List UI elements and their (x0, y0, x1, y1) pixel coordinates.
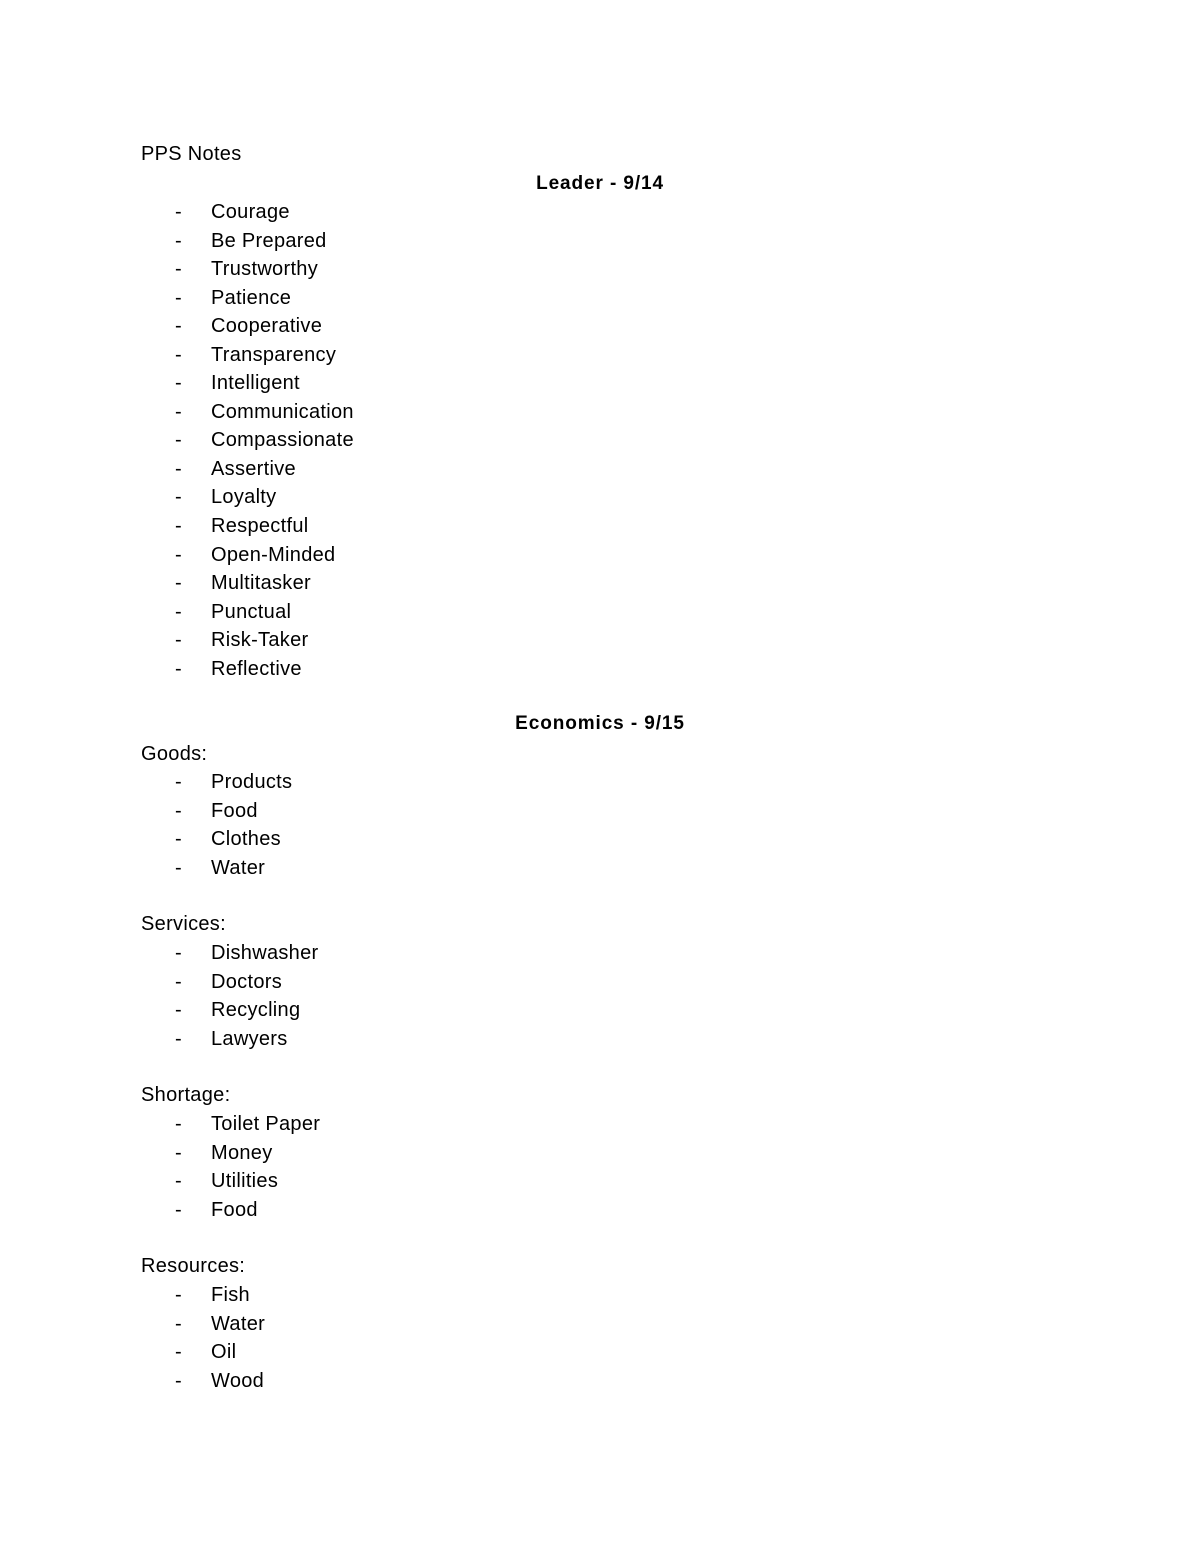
bullet-dash: - (175, 942, 182, 964)
bullet-dash: - (175, 1284, 182, 1306)
bullet-dash: - (175, 771, 182, 793)
bullet-dash: - (175, 1369, 182, 1392)
bullet-dash: - (175, 372, 182, 395)
list-item-text: Reflective (211, 657, 302, 680)
document-title: PPS Notes (141, 143, 242, 165)
list-item-text: Clothes (211, 828, 281, 851)
list-item-text: Toilet Paper (211, 1113, 321, 1135)
list-item-text: Wood (211, 1369, 265, 1392)
bullet-dash: - (175, 400, 182, 423)
goods-label: Goods: (141, 743, 208, 765)
economics-heading: Economics - 9/15 (515, 713, 685, 734)
bullet-dash: - (175, 201, 182, 223)
bullet-dash: - (175, 343, 182, 366)
list-item-text: Compassionate (211, 429, 354, 452)
list-item-text: Assertive (211, 457, 296, 480)
list-item-text: Fish (211, 1284, 250, 1306)
list-item-text: Doctors (211, 970, 283, 993)
list-item-text: Food (211, 1198, 258, 1221)
list-item-text: Money (211, 1141, 273, 1164)
bullet-dash: - (175, 600, 182, 623)
list-item-text: Water (211, 1312, 266, 1335)
bullet-dash: - (175, 1141, 182, 1164)
bullet-dash: - (175, 429, 182, 452)
list-item-text: Oil (211, 1341, 237, 1364)
bullet-dash: - (175, 1170, 182, 1193)
bullet-dash: - (175, 315, 182, 338)
bullet-dash: - (175, 457, 182, 480)
list-item-text: Multitasker (211, 572, 311, 595)
list-item-text: Patience (211, 286, 292, 309)
list-item-text: Risk-Taker (211, 629, 309, 652)
list-item-text: Open-Minded (211, 543, 336, 566)
bullet-dash: - (175, 828, 182, 851)
bullet-dash: - (175, 572, 182, 595)
bullet-dash: - (175, 1027, 182, 1050)
bullet-dash: - (175, 999, 182, 1022)
bullet-dash: - (175, 515, 182, 538)
bullet-dash: - (175, 486, 182, 509)
list-item-text: Trustworthy (211, 258, 319, 281)
list-item-text: Courage (211, 201, 290, 223)
bullet-dash: - (175, 1198, 182, 1221)
list-item-text: Cooperative (211, 315, 323, 338)
bullet-dash: - (175, 1113, 182, 1135)
bullet-dash: - (175, 629, 182, 652)
list-item-text: Punctual (211, 600, 292, 623)
bullet-dash: - (175, 657, 182, 680)
bullet-dash: - (175, 543, 182, 566)
list-item-text: Communication (211, 400, 354, 423)
list-item-text: Transparency (211, 343, 337, 366)
list-item-text: Water (211, 856, 266, 879)
list-item-text: Lawyers (211, 1027, 288, 1050)
list-item-text: Utilities (211, 1170, 279, 1193)
bullet-dash: - (175, 258, 182, 281)
list-item-text: Loyalty (211, 486, 277, 509)
bullet-dash: - (175, 1312, 182, 1335)
list-item-text: Be Prepared (211, 229, 327, 252)
bullet-dash: - (175, 970, 182, 993)
list-item-text: Food (211, 799, 258, 822)
list-item-text: Recycling (211, 999, 301, 1022)
bullet-dash: - (175, 856, 182, 879)
bullet-dash: - (175, 1341, 182, 1364)
list-item-text: Intelligent (211, 372, 300, 395)
list-item-text: Dishwasher (211, 942, 319, 964)
bullet-dash: - (175, 229, 182, 252)
leader-heading: Leader - 9/14 (536, 173, 664, 194)
shortage-label: Shortage: (141, 1084, 231, 1106)
list-item-text: Respectful (211, 515, 309, 538)
list-item-text: Products (211, 771, 293, 793)
services-label: Services: (141, 913, 226, 935)
bullet-dash: - (175, 799, 182, 822)
resources-label: Resources: (141, 1255, 246, 1277)
bullet-dash: - (175, 286, 182, 309)
